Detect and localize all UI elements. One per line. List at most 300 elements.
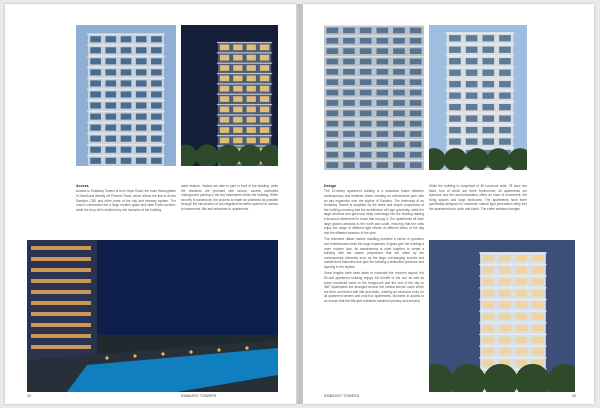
window: [532, 325, 543, 331]
balcony-slab: [324, 118, 424, 119]
window: [499, 138, 511, 144]
window: [260, 96, 269, 102]
balcony-slab: [217, 52, 272, 53]
window: [449, 127, 461, 133]
balcony-slab: [446, 101, 515, 102]
balcony-slab: [217, 114, 272, 115]
window: [343, 90, 355, 96]
lit-windows: [31, 312, 91, 316]
window: [466, 58, 478, 64]
window: [393, 152, 405, 158]
balcony-slab: [479, 345, 547, 346]
window: [121, 158, 132, 164]
window: [90, 36, 101, 42]
window: [260, 138, 269, 144]
window: [136, 147, 147, 153]
lit-windows: [31, 290, 91, 294]
lit-windows: [31, 246, 91, 250]
window: [90, 114, 101, 120]
window: [260, 65, 269, 71]
window: [377, 59, 389, 65]
window: [220, 117, 229, 123]
window: [393, 142, 405, 148]
window: [499, 35, 511, 41]
balcony-slab: [324, 87, 424, 88]
window: [136, 58, 147, 64]
window: [233, 86, 242, 92]
window: [377, 121, 389, 127]
balcony-slab: [87, 56, 165, 57]
window: [499, 127, 511, 133]
running-footer: EMBASSY TOWERS: [181, 394, 217, 398]
window: [449, 58, 461, 64]
running-footer: EMBASSY TOWERS: [324, 394, 360, 398]
window: [327, 162, 339, 168]
window: [410, 121, 422, 127]
photo-facade-balconies-detail: [324, 25, 424, 170]
window: [466, 35, 478, 41]
window: [482, 81, 494, 87]
deck-light: [217, 348, 220, 351]
window: [466, 70, 478, 76]
window: [360, 90, 372, 96]
window: [233, 127, 242, 133]
balcony-slab: [446, 55, 515, 56]
lit-windows: [31, 257, 91, 261]
window: [393, 90, 405, 96]
window: [327, 28, 339, 34]
balcony-slab: [446, 44, 515, 45]
balcony-slab: [87, 33, 165, 34]
page-number: 33: [571, 394, 576, 398]
window: [377, 79, 389, 85]
window: [377, 162, 389, 168]
paragraph: Access to Embassy Towers is from Hope Road, the main thoroughfare in Sandhurst directly off Phoenix Road, which allows the link to all the Sandton CBD and other parts of the city and freeway system. The road is overlooked but a large modern glass and steel Porte-cochere, while the drop-off is sheltered by the inclusion of the building: [76, 189, 176, 212]
window: [90, 47, 101, 53]
window: [515, 360, 526, 366]
window: [233, 65, 242, 71]
window: [90, 80, 101, 86]
section-heading: Design: [324, 184, 336, 188]
window: [377, 38, 389, 44]
window: [90, 58, 101, 64]
window: [482, 93, 494, 99]
window: [482, 35, 494, 41]
window: [105, 58, 116, 64]
window: [151, 36, 162, 42]
window: [343, 152, 355, 158]
window: [260, 55, 269, 61]
window: [393, 38, 405, 44]
window: [499, 267, 510, 273]
window: [327, 110, 339, 116]
window: [220, 76, 229, 82]
balcony-slab: [324, 66, 424, 67]
window: [499, 255, 510, 261]
balcony-slab: [446, 90, 515, 91]
balcony-slab: [217, 135, 272, 136]
window: [327, 142, 339, 148]
window: [151, 91, 162, 97]
window: [121, 102, 132, 108]
balcony-slab: [324, 149, 424, 150]
window: [327, 59, 339, 65]
window: [233, 107, 242, 113]
window: [343, 79, 355, 85]
balcony-slab: [217, 104, 272, 105]
paragraph: water feature. Visitors are able to park in front of the building, while the residents are provided with secure, access controlled underground parking in the two basements below the building. While security is paramount, the process is made as seamless as possible through the introduction of an integrated biometric system for access to basements, lifts and entrances to apartments.: [181, 184, 278, 211]
window: [515, 348, 526, 354]
window: [90, 91, 101, 97]
window: [136, 91, 147, 97]
balcony-slab: [324, 77, 424, 78]
balcony-slab: [446, 78, 515, 79]
window: [105, 136, 116, 142]
window: [360, 59, 372, 65]
window: [410, 38, 422, 44]
window: [360, 28, 372, 34]
window: [482, 58, 494, 64]
window: [327, 100, 339, 106]
window: [515, 267, 526, 273]
window: [499, 337, 510, 343]
window: [247, 76, 256, 82]
window: [466, 81, 478, 87]
window: [410, 90, 422, 96]
window: [151, 147, 162, 153]
window: [532, 255, 543, 261]
balcony-slab: [446, 113, 515, 114]
balcony-slab: [87, 155, 165, 156]
window: [482, 104, 494, 110]
deck-light: [161, 352, 164, 355]
text-column-1: [324, 184, 424, 306]
window: [410, 69, 422, 75]
window: [151, 114, 162, 120]
window: [449, 70, 461, 76]
window: [327, 48, 339, 54]
window: [220, 107, 229, 113]
window: [136, 36, 147, 42]
window: [327, 69, 339, 75]
window: [151, 136, 162, 142]
photo-tower-entrance-day: [429, 25, 527, 170]
window: [483, 337, 494, 343]
paragraph: The extensive Italian marble cladding provides a sense of grandeur and timelessness while the large expanses of glass give the building a more modern look. Its massiveness is used together to create a building with the classic proportions that are offset by the contemporary elements such as the large overhanging louvres and cantilevered balconies that give the building a distinctive presence and layering to the skyline.: [324, 237, 424, 269]
window: [360, 110, 372, 116]
window: [410, 131, 422, 137]
window: [247, 55, 256, 61]
balcony-slab: [446, 124, 515, 125]
window: [220, 45, 229, 51]
window: [466, 93, 478, 99]
balcony-slab: [446, 67, 515, 68]
window: [410, 110, 422, 116]
window: [343, 142, 355, 148]
text-column-1: [76, 184, 176, 214]
window: [105, 125, 116, 131]
lit-windows: [31, 279, 91, 283]
window: [393, 79, 405, 85]
right-page: [303, 4, 594, 404]
window: [233, 55, 242, 61]
window: [483, 255, 494, 261]
window: [515, 337, 526, 343]
window: [449, 35, 461, 41]
photo-tower-exterior-day: [76, 25, 176, 166]
balcony-slab: [479, 334, 547, 335]
window: [393, 110, 405, 116]
window: [343, 121, 355, 127]
balcony-slab: [217, 42, 272, 43]
window: [136, 102, 147, 108]
window: [532, 290, 543, 296]
window: [327, 38, 339, 44]
window: [136, 80, 147, 86]
window: [121, 58, 132, 64]
window: [121, 114, 132, 120]
window: [410, 162, 422, 168]
window: [360, 162, 372, 168]
window: [393, 69, 405, 75]
window: [377, 28, 389, 34]
window: [360, 131, 372, 137]
page-number: 32: [27, 394, 32, 398]
window: [483, 325, 494, 331]
window: [532, 348, 543, 354]
window: [121, 136, 132, 142]
window: [105, 47, 116, 53]
window: [220, 65, 229, 71]
window: [377, 152, 389, 158]
window: [151, 69, 162, 75]
window: [343, 38, 355, 44]
window: [499, 81, 511, 87]
window: [377, 90, 389, 96]
window: [260, 76, 269, 82]
window: [360, 79, 372, 85]
window: [532, 267, 543, 273]
balcony-slab: [479, 264, 547, 265]
photo-pool-deck-night: [27, 240, 278, 392]
window: [220, 86, 229, 92]
window: [360, 100, 372, 106]
paragraph: While the building is comprised of 80 luxurious units, 78 have two beds, four of which are three bedroomed, all apartments are spacious and the accommodation offers an ease of movement, the living spaces and large bedrooms. The apartments have been specifically designed for maximum natural light penetration deep into the apartment from north and south. The entire selected lounges: [429, 184, 527, 211]
window: [220, 96, 229, 102]
window: [151, 58, 162, 64]
balcony-slab: [217, 125, 272, 126]
window: [105, 69, 116, 75]
window: [410, 142, 422, 148]
window: [482, 47, 494, 53]
window: [483, 278, 494, 284]
window: [410, 48, 422, 54]
window: [499, 70, 511, 76]
deck-light: [245, 346, 248, 349]
window: [393, 59, 405, 65]
window: [233, 138, 242, 144]
lit-windows: [31, 268, 91, 272]
window: [466, 127, 478, 133]
window: [499, 115, 511, 121]
window: [327, 90, 339, 96]
window: [499, 58, 511, 64]
window: [483, 290, 494, 296]
deck-light: [133, 354, 136, 357]
window: [121, 69, 132, 75]
window: [121, 36, 132, 42]
balcony-slab: [217, 94, 272, 95]
window: [233, 76, 242, 82]
balcony-slab: [87, 78, 165, 79]
window: [410, 152, 422, 158]
window: [410, 59, 422, 65]
window: [377, 110, 389, 116]
window: [482, 138, 494, 144]
window: [151, 102, 162, 108]
window: [343, 131, 355, 137]
window: [532, 302, 543, 308]
window: [393, 131, 405, 137]
balcony-slab: [87, 133, 165, 134]
balcony-slab: [479, 322, 547, 323]
balcony-slab: [479, 275, 547, 276]
window: [483, 360, 494, 366]
balcony-slab: [324, 25, 424, 26]
window: [343, 100, 355, 106]
window: [377, 131, 389, 137]
window: [220, 127, 229, 133]
window: [105, 158, 116, 164]
window: [136, 47, 147, 53]
photo-tower-exterior-dusk: [181, 25, 278, 166]
section-heading: Access: [76, 184, 89, 188]
window: [105, 147, 116, 153]
window: [466, 104, 478, 110]
window: [105, 80, 116, 86]
text-column-2: [429, 184, 527, 214]
window: [247, 45, 256, 51]
balcony-slab: [479, 357, 547, 358]
window: [343, 28, 355, 34]
window: [377, 48, 389, 54]
balcony-slab: [217, 63, 272, 64]
window: [410, 100, 422, 106]
window: [151, 158, 162, 164]
window: [499, 47, 511, 53]
window: [151, 125, 162, 131]
window: [515, 302, 526, 308]
window: [105, 102, 116, 108]
window: [343, 110, 355, 116]
window: [393, 100, 405, 106]
window: [260, 117, 269, 123]
window: [499, 104, 511, 110]
window: [515, 255, 526, 261]
balcony-slab: [87, 45, 165, 46]
window: [233, 45, 242, 51]
window: [247, 86, 256, 92]
balcony-slab: [479, 299, 547, 300]
left-page: [5, 4, 296, 404]
window: [90, 158, 101, 164]
window: [343, 162, 355, 168]
balcony-slab: [446, 32, 515, 33]
window: [247, 138, 256, 144]
window: [410, 28, 422, 34]
balcony-slab: [87, 67, 165, 68]
window: [90, 69, 101, 75]
window: [360, 142, 372, 148]
window: [151, 47, 162, 53]
window: [482, 127, 494, 133]
window: [449, 104, 461, 110]
window: [105, 114, 116, 120]
window: [121, 147, 132, 153]
window: [260, 45, 269, 51]
window: [449, 47, 461, 53]
window: [515, 290, 526, 296]
lit-windows: [31, 345, 91, 349]
window: [105, 91, 116, 97]
deck-light: [189, 350, 192, 353]
window: [220, 138, 229, 144]
window: [151, 80, 162, 86]
window: [393, 121, 405, 127]
window: [499, 313, 510, 319]
window: [105, 36, 116, 42]
balcony-slab: [324, 129, 424, 130]
window: [499, 278, 510, 284]
balcony-slab: [324, 108, 424, 109]
lit-windows: [31, 323, 91, 327]
balcony-slab: [479, 310, 547, 311]
window: [121, 91, 132, 97]
window: [393, 48, 405, 54]
window: [247, 107, 256, 113]
window: [449, 138, 461, 144]
window: [90, 136, 101, 142]
balcony-slab: [87, 100, 165, 101]
window: [482, 70, 494, 76]
window: [121, 47, 132, 53]
balcony-slab: [87, 89, 165, 90]
window: [360, 152, 372, 158]
window: [136, 136, 147, 142]
window: [499, 93, 511, 99]
balcony-slab: [87, 111, 165, 112]
window: [393, 162, 405, 168]
window: [483, 267, 494, 273]
balcony-slab: [324, 98, 424, 99]
window: [327, 131, 339, 137]
window: [483, 302, 494, 308]
window: [136, 158, 147, 164]
balcony-slab: [324, 160, 424, 161]
window: [136, 114, 147, 120]
text-column-2: [181, 184, 278, 214]
window: [515, 313, 526, 319]
window: [247, 117, 256, 123]
window: [260, 86, 269, 92]
window: [482, 115, 494, 121]
paragraph: Great lengths have been taken to maximise the northern aspect, the 80-unit apartment building enjoys full benefit of the sun as well as some wonderful views to the foreground and the rest of the city so 360° Apartments are arranged around five central service cores which are then connected with lifts and stairs, creating an exclusive entry for all apartment owners and only four apartments. Moments in access to an ensure that the lifts give residents maximum privacy and security.: [324, 271, 424, 304]
balcony-slab: [217, 83, 272, 84]
window: [499, 302, 510, 308]
window: [247, 65, 256, 71]
window: [515, 325, 526, 331]
window: [90, 147, 101, 153]
